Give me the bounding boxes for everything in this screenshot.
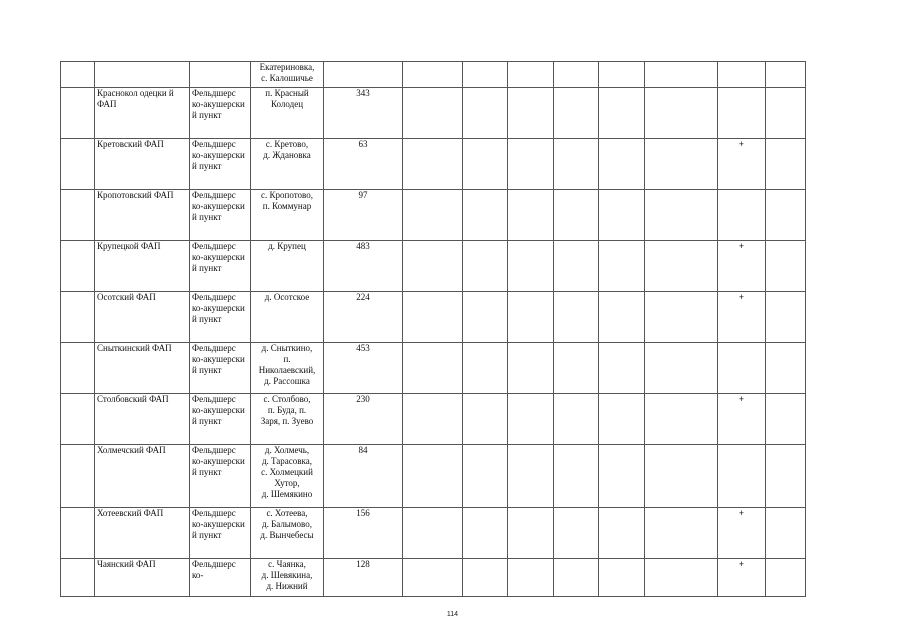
empty-cell xyxy=(599,190,645,241)
empty-cell xyxy=(463,445,508,508)
localities-cell: д. Холмечь, д. Тарасовка, с. Холмецкий Хутор, д. Шемякино xyxy=(251,445,324,508)
empty-cell xyxy=(463,62,508,88)
empty-cell xyxy=(554,445,599,508)
number-cell xyxy=(61,241,95,292)
empty-cell xyxy=(403,445,463,508)
empty-cell xyxy=(463,88,508,139)
empty-cell xyxy=(766,139,806,190)
localities-cell: Екатериновка, с. Калошичье xyxy=(251,62,324,88)
empty-cell xyxy=(645,343,718,394)
empty-cell xyxy=(403,343,463,394)
localities-cell: д. Сныткино, п. Николаевский, д. Рассошка xyxy=(251,343,324,394)
facility-type-cell: Фельдшерс ко-акушерски й пункт xyxy=(190,139,251,190)
localities-cell: с. Кретово, д. Ждановка xyxy=(251,139,324,190)
empty-cell xyxy=(554,292,599,343)
number-cell xyxy=(61,62,95,88)
population-cell: 343 xyxy=(324,88,403,139)
empty-cell xyxy=(599,508,645,559)
population-cell: 128 xyxy=(324,559,403,597)
empty-cell xyxy=(508,559,554,597)
plus-mark-cell: + xyxy=(718,394,766,445)
empty-cell xyxy=(645,139,718,190)
empty-cell xyxy=(463,559,508,597)
empty-cell xyxy=(645,241,718,292)
facility-type-cell: Фельдшерс ко-акушерски й пункт xyxy=(190,445,251,508)
empty-cell xyxy=(403,62,463,88)
empty-cell xyxy=(645,394,718,445)
empty-cell xyxy=(599,343,645,394)
plus-mark-cell: + xyxy=(718,292,766,343)
facility-type-cell: Фельдшерс ко-акушерски й пункт xyxy=(190,343,251,394)
population-cell: 483 xyxy=(324,241,403,292)
empty-cell xyxy=(403,88,463,139)
plus-mark-cell: + xyxy=(718,508,766,559)
facility-name-cell: Осотский ФАП xyxy=(95,292,190,343)
table-row xyxy=(61,62,806,88)
facility-name-cell: Чаянский ФАП xyxy=(95,559,190,597)
population-cell: 224 xyxy=(324,292,403,343)
facility-type-cell: Фельдшерс ко-акушерски й пункт xyxy=(190,241,251,292)
empty-cell xyxy=(766,190,806,241)
empty-cell xyxy=(508,508,554,559)
facility-name-cell: Кропотовский ФАП xyxy=(95,190,190,241)
empty-cell xyxy=(766,508,806,559)
empty-cell xyxy=(766,445,806,508)
empty-cell xyxy=(463,343,508,394)
facility-name-cell: Сныткинский ФАП xyxy=(95,343,190,394)
empty-cell xyxy=(645,292,718,343)
empty-cell xyxy=(766,241,806,292)
population-cell: 156 xyxy=(324,508,403,559)
empty-cell xyxy=(599,88,645,139)
empty-cell xyxy=(403,559,463,597)
empty-cell xyxy=(766,343,806,394)
empty-cell xyxy=(599,62,645,88)
table-row xyxy=(61,394,806,445)
table-row xyxy=(61,508,806,559)
empty-cell xyxy=(463,241,508,292)
localities-cell: п. Красный Колодец xyxy=(251,88,324,139)
empty-cell xyxy=(599,394,645,445)
population-cell xyxy=(324,62,403,88)
facility-name-cell: Кретовский ФАП xyxy=(95,139,190,190)
empty-cell xyxy=(766,88,806,139)
number-cell xyxy=(61,139,95,190)
localities-cell: с. Кропотово, п. Коммунар xyxy=(251,190,324,241)
empty-cell xyxy=(554,394,599,445)
empty-cell xyxy=(403,241,463,292)
empty-cell xyxy=(645,445,718,508)
table-row xyxy=(61,559,806,597)
empty-cell xyxy=(766,559,806,597)
empty-cell xyxy=(766,394,806,445)
number-cell xyxy=(61,559,95,597)
empty-cell xyxy=(766,292,806,343)
empty-cell xyxy=(463,508,508,559)
facility-name-cell: Столбовский ФАП xyxy=(95,394,190,445)
empty-cell xyxy=(554,139,599,190)
table-row xyxy=(61,241,806,292)
empty-cell xyxy=(508,292,554,343)
facility-name-cell: Холмечский ФАП xyxy=(95,445,190,508)
number-cell xyxy=(61,508,95,559)
empty-cell xyxy=(599,292,645,343)
table-row xyxy=(61,292,806,343)
empty-cell xyxy=(463,292,508,343)
population-cell: 230 xyxy=(324,394,403,445)
table-row xyxy=(61,445,806,508)
empty-cell xyxy=(554,88,599,139)
table-row xyxy=(61,190,806,241)
empty-cell xyxy=(645,508,718,559)
facility-type-cell: Фельдшерс ко- xyxy=(190,559,251,597)
empty-cell xyxy=(554,62,599,88)
population-cell: 63 xyxy=(324,139,403,190)
localities-cell: с. Чаянка, д. Шевякина, д. Нижний xyxy=(251,559,324,597)
empty-cell xyxy=(554,190,599,241)
empty-cell xyxy=(508,190,554,241)
empty-cell xyxy=(463,139,508,190)
empty-cell xyxy=(403,292,463,343)
facility-type-cell: Фельдшерс ко-акушерски й пункт xyxy=(190,394,251,445)
empty-cell xyxy=(645,88,718,139)
empty-cell xyxy=(766,62,806,88)
empty-cell xyxy=(508,62,554,88)
empty-cell xyxy=(554,343,599,394)
empty-cell xyxy=(599,445,645,508)
number-cell xyxy=(61,292,95,343)
plus-mark-cell xyxy=(718,62,766,88)
facility-name-cell: Краснокол одецки й ФАП xyxy=(95,88,190,139)
facility-type-cell: Фельдшерс ко-акушерски й пункт xyxy=(190,190,251,241)
plus-mark-cell xyxy=(718,190,766,241)
population-cell: 97 xyxy=(324,190,403,241)
empty-cell xyxy=(508,343,554,394)
number-cell xyxy=(61,88,95,139)
localities-cell: с. Столбово, п. Буда, п. Заря, п. Зуево xyxy=(251,394,324,445)
empty-cell xyxy=(463,190,508,241)
empty-cell xyxy=(508,88,554,139)
empty-cell xyxy=(645,190,718,241)
number-cell xyxy=(61,445,95,508)
empty-cell xyxy=(554,508,599,559)
empty-cell xyxy=(645,559,718,597)
page-number: 114 xyxy=(446,611,459,618)
localities-cell: д. Осотское xyxy=(251,292,324,343)
plus-mark-cell xyxy=(718,343,766,394)
empty-cell xyxy=(403,394,463,445)
empty-cell xyxy=(508,445,554,508)
empty-cell xyxy=(599,241,645,292)
table-row xyxy=(61,88,806,139)
empty-cell xyxy=(554,241,599,292)
number-cell xyxy=(61,394,95,445)
facility-type-cell xyxy=(190,62,251,88)
empty-cell xyxy=(508,139,554,190)
facilities-table xyxy=(60,61,806,597)
empty-cell xyxy=(599,139,645,190)
empty-cell xyxy=(508,241,554,292)
plus-mark-cell: + xyxy=(718,241,766,292)
facility-name-cell: Хотеевский ФАП xyxy=(95,508,190,559)
facility-type-cell: Фельдшерс ко-акушерски й пункт xyxy=(190,88,251,139)
localities-cell: д. Крупец xyxy=(251,241,324,292)
empty-cell xyxy=(403,190,463,241)
facility-name-cell: Крупецкой ФАП xyxy=(95,241,190,292)
table-row xyxy=(61,139,806,190)
empty-cell xyxy=(508,394,554,445)
empty-cell xyxy=(403,139,463,190)
empty-cell xyxy=(554,559,599,597)
plus-mark-cell: + xyxy=(718,559,766,597)
population-cell: 453 xyxy=(324,343,403,394)
empty-cell xyxy=(463,394,508,445)
plus-mark-cell xyxy=(718,88,766,139)
empty-cell xyxy=(599,559,645,597)
facility-name-cell xyxy=(95,62,190,88)
facility-type-cell: Фельдшерс ко-акушерски й пункт xyxy=(190,292,251,343)
plus-mark-cell xyxy=(718,445,766,508)
population-cell: 84 xyxy=(324,445,403,508)
localities-cell: с. Хотеева, д. Балымово, д. Вынчебесы xyxy=(251,508,324,559)
number-cell xyxy=(61,343,95,394)
facility-type-cell: Фельдшерс ко-акушерски й пункт xyxy=(190,508,251,559)
empty-cell xyxy=(645,62,718,88)
plus-mark-cell: + xyxy=(718,139,766,190)
empty-cell xyxy=(403,508,463,559)
table-row xyxy=(61,343,806,394)
number-cell xyxy=(61,190,95,241)
